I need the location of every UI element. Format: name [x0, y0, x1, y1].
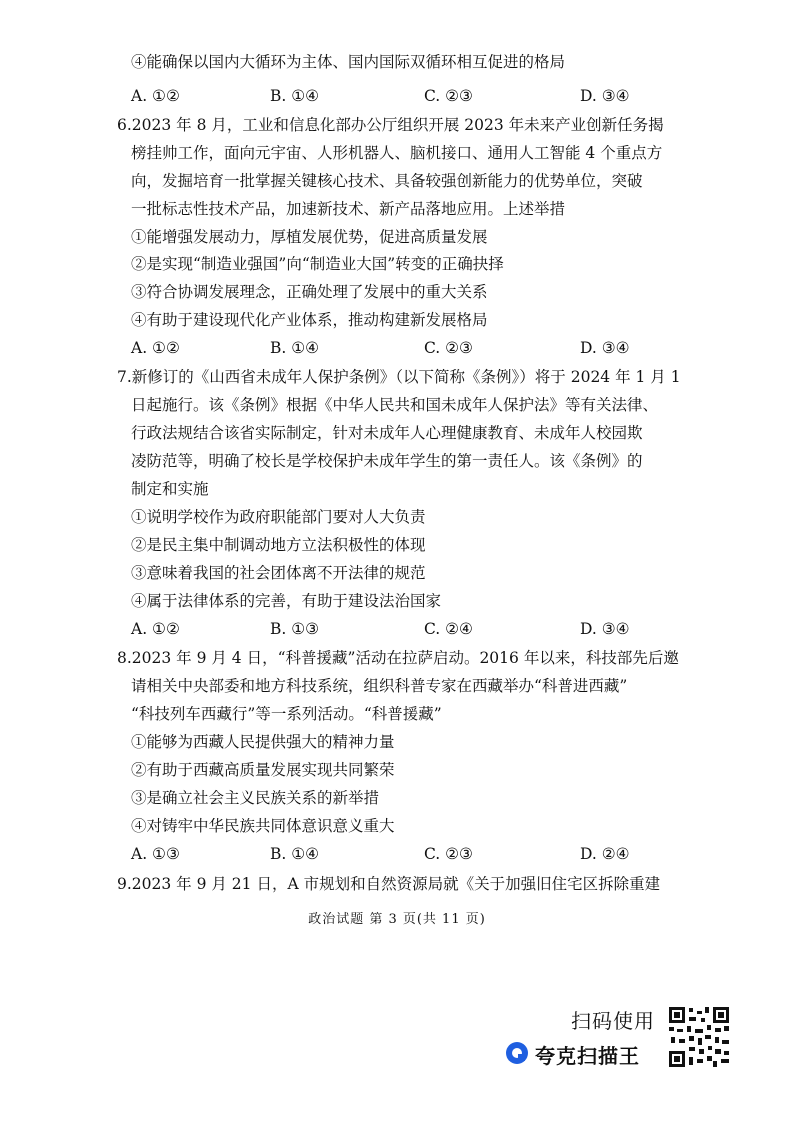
q6-stem-line-1: 6.2023 年 8 月，工业和信息化部办公厅组织开展 2023 年未来产业创新任务揭 [117, 116, 664, 134]
q9-stem-line-1: 9.2023 年 9 月 21 日，A 市规划和自然资源局就《关于加强旧住宅区拆除重建 [117, 875, 661, 893]
q7-stem-line-1: 7.新修订的《山西省未成年人保护条例》（以下简称《条例》）将于 2024 年 1 月 1 [117, 368, 681, 386]
q6-option-1: ①能增强发展动力，厚植发展优势，促进高质量发展 [131, 228, 488, 246]
q7-stem-line-2: 日起施行。该《条例》根据《中华人民共和国未成年人保护法》等有关法律、 [131, 396, 659, 414]
q5-option-4: ④能确保以国内大循环为主体、国内国际双循环相互促进的格局 [131, 53, 566, 71]
q6-option-4: ④有助于建设现代化产业体系，推动构建新发展格局 [131, 311, 488, 329]
choice-a: A. ①② [131, 339, 180, 357]
choice-b: B. ①④ [270, 339, 320, 357]
quark-logo-icon [505, 1041, 529, 1065]
q8-option-1: ①能够为西藏人民提供强大的精神力量 [131, 733, 395, 751]
qr-code-icon [667, 1005, 731, 1069]
q8-option-4: ④对铸牢中华民族共同体意识意义重大 [131, 817, 395, 835]
choice-b: B. ①④ [270, 87, 320, 105]
choice-a: A. ①③ [131, 845, 180, 863]
q8-stem-line-2: 请相关中央部委和地方科技系统，组织科普专家在西藏举办“科普进西藏” [131, 677, 628, 695]
scanner-watermark [505, 1005, 735, 1075]
choice-c: C. ②④ [424, 620, 473, 638]
q7-option-4: ④属于法律体系的完善，有助于建设法治国家 [131, 592, 442, 610]
choice-b: B. ①④ [270, 845, 320, 863]
q6-stem-line-3: 向，发掘培育一批掌握关键核心技术、具备较强创新能力的优势单位，突破 [131, 172, 643, 190]
q7-choices [0, 620, 794, 640]
q6-stem-line-4: 一批标志性技术产品，加速新技术、新产品落地应用。上述举措 [131, 200, 566, 218]
q7-stem-line-5: 制定和实施 [131, 480, 209, 498]
q8-choices [0, 845, 794, 865]
q8-option-2: ②有助于西藏高质量发展实现共同繁荣 [131, 761, 395, 779]
choice-d: D. ③④ [580, 620, 630, 638]
q7-option-3: ③意味着我国的社会团体离不开法律的规范 [131, 564, 426, 582]
choice-d: D. ③④ [580, 339, 630, 357]
q6-choices [0, 339, 794, 359]
choice-d: D. ③④ [580, 87, 630, 105]
q6-option-3: ③符合协调发展理念，正确处理了发展中的重大关系 [131, 283, 488, 301]
choice-a: A. ①② [131, 620, 180, 638]
q6-stem-line-2: 榜挂帅工作，面向元宇宙、人形机器人、脑机接口、通用人工智能 4 个重点方 [131, 144, 663, 162]
page-footer: 政治试题 第 3 页(共 11 页) [308, 912, 486, 927]
choice-a: A. ①② [131, 87, 180, 105]
choice-c: C. ②③ [424, 339, 473, 357]
q7-option-2: ②是民主集中制调动地方立法积极性的体现 [131, 536, 426, 554]
choice-c: C. ②③ [424, 87, 473, 105]
q6-option-2: ②是实现“制造业强国”向“制造业大国”转变的正确抉择 [131, 255, 504, 273]
q7-stem-line-3: 行政法规结合该省实际制定，针对未成年人心理健康教育、未成年人校园欺 [131, 424, 643, 442]
q7-stem-line-4: 凌防范等，明确了校长是学校保护未成年学生的第一责任人。该《条例》的 [131, 452, 643, 470]
watermark-scan-text: 扫码使用 [571, 1009, 655, 1033]
q8-stem-line-1: 8.2023 年 9 月 4 日，“科普援藏”活动在拉萨启动。2016 年以来，科技部先后邀 [117, 649, 679, 667]
choice-b: B. ①③ [270, 620, 320, 638]
q5-choices [0, 87, 794, 107]
q8-stem-line-3: “科技列车西藏行”等一系列活动。“科普援藏” [131, 705, 442, 723]
choice-d: D. ②④ [580, 845, 630, 863]
q7-option-1: ①说明学校作为政府职能部门要对人大负责 [131, 508, 426, 526]
q8-option-3: ③是确立社会主义民族关系的新举措 [131, 789, 380, 807]
choice-c: C. ②③ [424, 845, 473, 863]
watermark-brand-text: 夸克扫描王 [535, 1044, 640, 1068]
